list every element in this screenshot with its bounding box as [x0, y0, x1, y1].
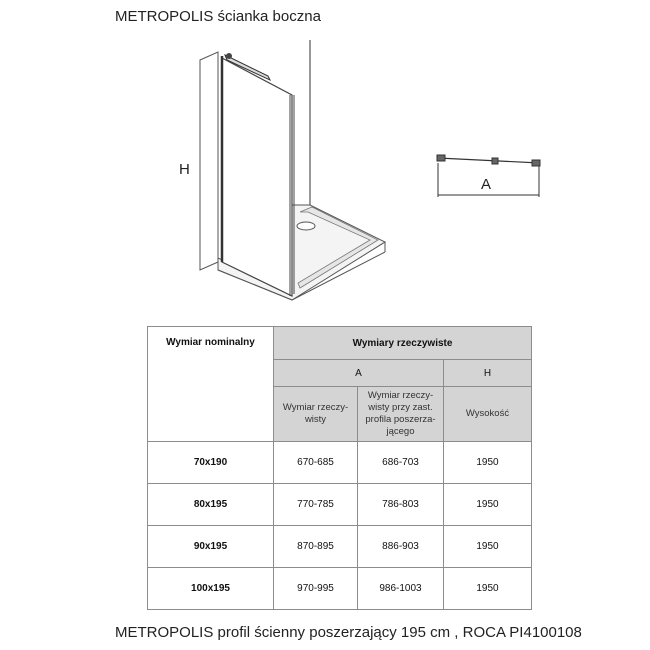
- col-a2-header: Wymiar rzeczy-wisty przy zast. profila poszerza-jącego: [358, 387, 444, 442]
- nominal-cell: 90x195: [148, 526, 274, 568]
- h-cell: 1950: [444, 526, 532, 568]
- nominal-header: Wymiar nominalny: [148, 327, 274, 442]
- h-cell: 1950: [444, 568, 532, 610]
- nominal-cell: 80x195: [148, 484, 274, 526]
- table-row: [148, 568, 532, 610]
- table-row: [148, 484, 532, 526]
- h-cell: 1950: [444, 442, 532, 484]
- document-title: METROPOLIS ścianka boczna: [115, 8, 321, 25]
- height-dimension-label: H: [179, 161, 190, 178]
- col-a1-header: Wymiar rzeczy-wisty: [274, 387, 358, 442]
- a2-cell: 886-903: [358, 526, 444, 568]
- a1-cell: 870-895: [274, 526, 358, 568]
- dimensions-table: [147, 326, 532, 610]
- h-cell: 1950: [444, 484, 532, 526]
- width-dimension-label: A: [481, 176, 492, 193]
- a2-cell: 686-703: [358, 442, 444, 484]
- a2-cell: 986-1003: [358, 568, 444, 610]
- shower-panel-drawing: [0, 0, 650, 320]
- nominal-cell: 100x195: [148, 568, 274, 610]
- a2-cell: 786-803: [358, 484, 444, 526]
- table-row: [148, 442, 532, 484]
- a1-cell: 970-995: [274, 568, 358, 610]
- col-h-header: Wysokość: [444, 387, 532, 442]
- drain: [297, 222, 315, 230]
- side-wall: [200, 52, 218, 270]
- group-a-header: A: [274, 360, 444, 387]
- product-caption: METROPOLIS profil ścienny poszerzający 195 cm , ROCA PI4100108: [115, 624, 582, 641]
- table-row: [148, 526, 532, 568]
- nominal-cell: 70x190: [148, 442, 274, 484]
- group-h-header: H: [444, 360, 532, 387]
- glass-panel: [222, 58, 292, 296]
- a1-cell: 670-685: [274, 442, 358, 484]
- actual-header: Wymiary rzeczywiste: [274, 327, 532, 360]
- a1-cell: 770-785: [274, 484, 358, 526]
